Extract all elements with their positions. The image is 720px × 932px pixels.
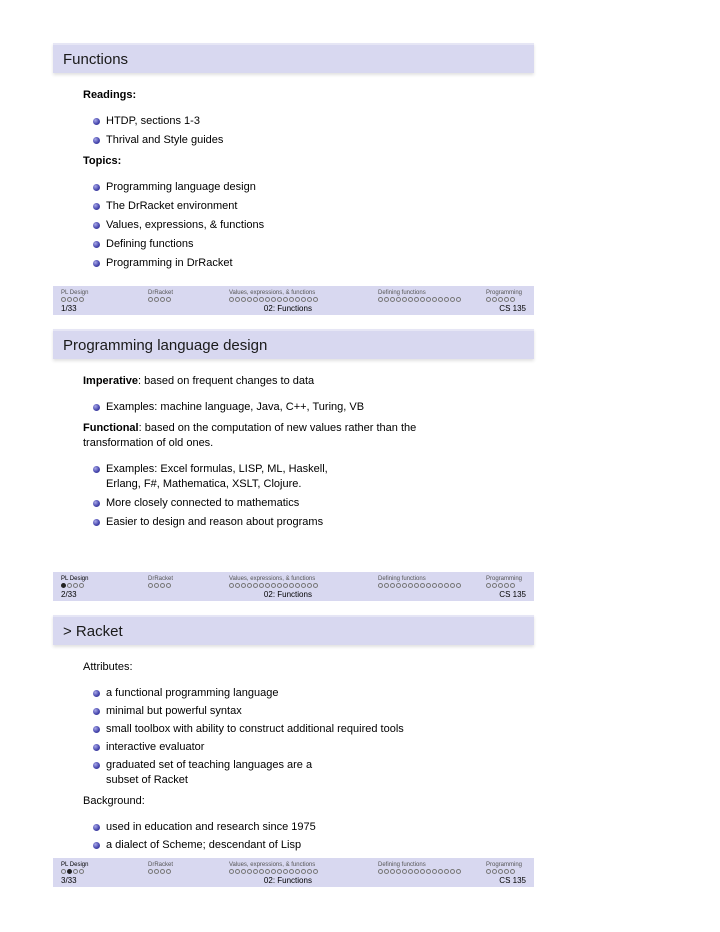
- nav-dots: [486, 583, 522, 588]
- nav-section[interactable]: [486, 862, 522, 874]
- nav-section[interactable]: [61, 862, 88, 874]
- list-item: Examples: Excel formulas, LISP, ML, Haskell, Erlang, F#, Mathematica, XSLT, Clojure.: [93, 462, 351, 492]
- nav-dot-icon[interactable]: [438, 297, 443, 302]
- nav-dot-icon[interactable]: [235, 297, 240, 302]
- nav-section[interactable]: [486, 576, 522, 588]
- nav-dots: [61, 869, 88, 874]
- nav-dot-icon[interactable]: [79, 583, 84, 588]
- nav-dot-icon[interactable]: [408, 869, 413, 874]
- slide-2: [53, 329, 534, 599]
- nav-dot-icon[interactable]: [498, 869, 503, 874]
- nav-dot-icon[interactable]: [420, 297, 425, 302]
- nav-dot-icon[interactable]: [301, 583, 306, 588]
- nav-dot-icon[interactable]: [67, 583, 72, 588]
- nav-dot-icon[interactable]: [235, 583, 240, 588]
- nav-dot-icon[interactable]: [79, 297, 84, 302]
- nav-dot-icon[interactable]: [492, 583, 497, 588]
- nav-dot-icon[interactable]: [390, 297, 395, 302]
- nav-dot-icon[interactable]: [241, 583, 246, 588]
- bullet-icon: [93, 726, 100, 733]
- nav-dot-icon[interactable]: [148, 583, 153, 588]
- nav-dot-icon[interactable]: [498, 297, 503, 302]
- nav-section-label[interactable]: PL Design: [61, 290, 89, 296]
- nav-section-label[interactable]: Values, expressions, & functions: [229, 862, 316, 868]
- nav-dot-icon[interactable]: [289, 297, 294, 302]
- nav-dot-icon[interactable]: [295, 583, 300, 588]
- nav-dot-icon[interactable]: [432, 297, 437, 302]
- nav-dot-icon[interactable]: [402, 297, 407, 302]
- nav-dot-icon[interactable]: [456, 583, 461, 588]
- bullet-icon: [93, 404, 100, 411]
- course-label: CS 135: [499, 590, 526, 599]
- nav-dot-icon[interactable]: [426, 583, 431, 588]
- nav-section[interactable]: [61, 576, 88, 588]
- bullet-icon: [93, 466, 100, 473]
- slide-body: [53, 359, 534, 530]
- nav-dot-icon[interactable]: [390, 869, 395, 874]
- list-item: The DrRacket environment: [93, 199, 534, 214]
- nav-dot-icon[interactable]: [253, 869, 258, 874]
- nav-section-label[interactable]: PL Design: [61, 576, 89, 582]
- nav-dots: [378, 297, 461, 302]
- page-number: 2/33: [61, 590, 77, 599]
- nav-dot-icon[interactable]: [301, 297, 306, 302]
- nav-dot-icon[interactable]: [486, 869, 491, 874]
- nav-dot-icon[interactable]: [277, 583, 282, 588]
- footer-title: 02: Functions: [263, 590, 312, 599]
- list-item: Programming in DrRacket: [93, 256, 534, 271]
- nav-dot-icon[interactable]: [253, 583, 258, 588]
- nav-dots: [229, 297, 318, 302]
- nav-section[interactable]: [378, 862, 461, 874]
- list-item: Programming language design: [93, 180, 534, 195]
- list-item: Thrival and Style guides: [93, 133, 534, 148]
- nav-section[interactable]: [229, 862, 318, 874]
- nav-dot-icon[interactable]: [402, 583, 407, 588]
- slide-footer: [53, 858, 534, 887]
- nav-dot-icon[interactable]: [396, 583, 401, 588]
- nav-dot-icon[interactable]: [283, 869, 288, 874]
- nav-dot-icon[interactable]: [384, 583, 389, 588]
- course-label: CS 135: [499, 876, 526, 885]
- nav-dot-icon[interactable]: [247, 583, 252, 588]
- nav-dot-icon[interactable]: [313, 583, 318, 588]
- nav-dot-icon[interactable]: [283, 583, 288, 588]
- nav-dot-icon[interactable]: [450, 297, 455, 302]
- nav-dot-icon[interactable]: [259, 297, 264, 302]
- nav-dot-icon[interactable]: [289, 583, 294, 588]
- nav-section[interactable]: [229, 576, 318, 588]
- bullet-icon: [93, 118, 100, 125]
- bullet-icon: [93, 519, 100, 526]
- nav-dots: [486, 869, 522, 874]
- nav-dot-icon[interactable]: [148, 297, 153, 302]
- nav-dot-icon[interactable]: [504, 583, 509, 588]
- nav-dot-icon[interactable]: [229, 583, 234, 588]
- nav-dot-icon[interactable]: [160, 297, 165, 302]
- nav-dots: [486, 297, 522, 302]
- nav-section-label[interactable]: Values, expressions, & functions: [229, 576, 316, 582]
- nav-dot-icon[interactable]: [384, 297, 389, 302]
- bullet-icon: [93, 762, 100, 769]
- bullet-icon: [93, 184, 100, 191]
- bullet-icon: [93, 241, 100, 248]
- nav-dot-icon[interactable]: [154, 583, 159, 588]
- nav-dot-icon[interactable]: [444, 297, 449, 302]
- nav-dot-icon[interactable]: [307, 583, 312, 588]
- slide-3: [53, 615, 534, 885]
- nav-dot-icon[interactable]: [73, 869, 78, 874]
- nav-dot-icon[interactable]: [390, 583, 395, 588]
- nav-dot-icon[interactable]: [510, 297, 515, 302]
- list-item: a functional programming language: [93, 686, 534, 701]
- nav-dot-icon[interactable]: [235, 869, 240, 874]
- nav-dot-icon[interactable]: [289, 869, 294, 874]
- nav-section[interactable]: [378, 290, 461, 302]
- nav-dot-icon[interactable]: [61, 297, 66, 302]
- nav-dot-icon[interactable]: [229, 297, 234, 302]
- nav-dot-icon[interactable]: [504, 869, 509, 874]
- bullet-icon: [93, 222, 100, 229]
- nav-dot-icon[interactable]: [61, 869, 66, 874]
- paragraph: Functional: based on the computation of new values rather than the transformation of old ones.: [83, 422, 417, 449]
- nav-dot-icon[interactable]: [247, 869, 252, 874]
- nav-dot-icon[interactable]: [510, 869, 515, 874]
- nav-dots: [61, 583, 88, 588]
- nav-section-label[interactable]: DrRacket: [148, 862, 174, 868]
- nav-dot-icon[interactable]: [73, 583, 78, 588]
- nav-dot-icon[interactable]: [420, 583, 425, 588]
- bullet-list: [83, 180, 534, 271]
- nav-dot-icon[interactable]: [307, 869, 312, 874]
- list-item: a dialect of Scheme; descendant of Lisp: [93, 838, 534, 853]
- nav-dot-icon[interactable]: [456, 869, 461, 874]
- slide-title: > Racket: [53, 615, 534, 645]
- nav-section-label[interactable]: Programming: [486, 576, 523, 582]
- nav-dot-icon[interactable]: [378, 297, 383, 302]
- nav-dot-icon[interactable]: [408, 583, 413, 588]
- bullet-icon: [93, 500, 100, 507]
- nav-dot-icon[interactable]: [271, 869, 276, 874]
- list-item: HTDP, sections 1-3: [93, 114, 534, 129]
- slide-body: [53, 645, 534, 853]
- nav-dot-icon[interactable]: [67, 869, 72, 874]
- nav-dot-icon[interactable]: [420, 869, 425, 874]
- nav-dot-icon[interactable]: [313, 869, 318, 874]
- nav-dot-icon[interactable]: [444, 583, 449, 588]
- nav-dot-icon[interactable]: [432, 869, 437, 874]
- nav-dot-icon[interactable]: [277, 297, 282, 302]
- nav-dot-icon[interactable]: [67, 297, 72, 302]
- bullet-icon: [93, 824, 100, 831]
- nav-dot-icon[interactable]: [160, 869, 165, 874]
- nav-section[interactable]: [378, 576, 461, 588]
- paragraph: Imperative: based on frequent changes to data: [83, 375, 315, 387]
- nav-dot-icon[interactable]: [166, 297, 171, 302]
- nav-dot-icon[interactable]: [301, 869, 306, 874]
- nav-dot-icon[interactable]: [166, 869, 171, 874]
- bullet-list: [83, 462, 534, 530]
- nav-dots: [61, 297, 88, 302]
- nav-dots: [148, 869, 173, 874]
- nav-dot-icon[interactable]: [295, 297, 300, 302]
- nav-dot-icon[interactable]: [450, 869, 455, 874]
- paragraph: Background:: [83, 795, 145, 807]
- paragraph: Attributes:: [83, 661, 133, 673]
- nav-dot-icon[interactable]: [307, 297, 312, 302]
- list-item: More closely connected to mathematics: [93, 496, 534, 511]
- nav-section-label[interactable]: Values, expressions, & functions: [229, 290, 316, 296]
- nav-dot-icon[interactable]: [486, 297, 491, 302]
- bullet-list: [83, 114, 534, 148]
- nav-dot-icon[interactable]: [265, 583, 270, 588]
- nav-section-label[interactable]: DrRacket: [148, 576, 174, 582]
- nav-section[interactable]: [486, 290, 522, 302]
- nav-dot-icon[interactable]: [277, 869, 282, 874]
- section-heading: Topics:: [83, 155, 122, 167]
- nav-dot-icon[interactable]: [408, 297, 413, 302]
- nav-dot-icon[interactable]: [166, 583, 171, 588]
- course-label: CS 135: [499, 304, 526, 313]
- footer-title: 02: Functions: [263, 304, 312, 313]
- bullet-icon: [93, 744, 100, 751]
- nav-dot-icon[interactable]: [378, 869, 383, 874]
- nav-dot-icon[interactable]: [259, 583, 264, 588]
- nav-dot-icon[interactable]: [444, 869, 449, 874]
- list-item: Examples: machine language, Java, C++, Turing, VB: [93, 400, 534, 415]
- nav-section-label[interactable]: Defining functions: [378, 862, 426, 868]
- nav-section-label[interactable]: PL Design: [61, 862, 89, 868]
- list-item: graduated set of teaching languages are a subset of Racket: [93, 758, 336, 788]
- bullet-icon: [93, 690, 100, 697]
- nav-dot-icon[interactable]: [271, 583, 276, 588]
- nav-dot-icon[interactable]: [313, 297, 318, 302]
- nav-dot-icon[interactable]: [396, 869, 401, 874]
- slide-title: Programming language design: [53, 329, 534, 359]
- section-heading: Readings:: [83, 89, 137, 101]
- bullet-list: [83, 400, 534, 415]
- nav-section-label[interactable]: Defining functions: [378, 290, 426, 296]
- slide-footer: [53, 572, 534, 601]
- nav-section[interactable]: [148, 862, 173, 874]
- nav-dot-icon[interactable]: [154, 297, 159, 302]
- nav-dot-icon[interactable]: [61, 583, 66, 588]
- nav-dots: [378, 583, 461, 588]
- nav-section[interactable]: [148, 290, 173, 302]
- nav-dot-icon[interactable]: [253, 297, 258, 302]
- nav-dot-icon[interactable]: [148, 869, 153, 874]
- nav-dot-icon[interactable]: [414, 869, 419, 874]
- nav-dot-icon[interactable]: [498, 583, 503, 588]
- list-item: minimal but powerful syntax: [93, 704, 534, 719]
- bullet-icon: [93, 137, 100, 144]
- nav-dot-icon[interactable]: [438, 583, 443, 588]
- nav-dot-icon[interactable]: [510, 583, 515, 588]
- nav-dot-icon[interactable]: [414, 583, 419, 588]
- slide-title: Functions: [53, 43, 534, 73]
- bullet-icon: [93, 708, 100, 715]
- nav-section-label[interactable]: Defining functions: [378, 576, 426, 582]
- list-item: used in education and research since 1975: [93, 820, 534, 835]
- list-item: small toolbox with ability to construct additional required tools: [93, 722, 534, 737]
- bullet-icon: [93, 203, 100, 210]
- nav-dots: [229, 583, 318, 588]
- bullet-icon: [93, 842, 100, 849]
- list-item: Defining functions: [93, 237, 534, 252]
- nav-dot-icon[interactable]: [265, 297, 270, 302]
- nav-section[interactable]: [229, 290, 318, 302]
- nav-dot-icon[interactable]: [241, 297, 246, 302]
- list-item: Values, expressions, & functions: [93, 218, 534, 233]
- nav-section[interactable]: [148, 576, 173, 588]
- nav-dot-icon[interactable]: [486, 583, 491, 588]
- nav-dot-icon[interactable]: [438, 869, 443, 874]
- nav-dot-icon[interactable]: [426, 297, 431, 302]
- nav-dot-icon[interactable]: [450, 583, 455, 588]
- nav-dot-icon[interactable]: [384, 869, 389, 874]
- nav-section-label[interactable]: DrRacket: [148, 290, 174, 296]
- footer-title: 02: Functions: [263, 876, 312, 885]
- nav-dot-icon[interactable]: [229, 869, 234, 874]
- nav-dot-icon[interactable]: [247, 297, 252, 302]
- nav-dot-icon[interactable]: [396, 297, 401, 302]
- nav-dot-icon[interactable]: [73, 297, 78, 302]
- nav-section-label[interactable]: Programming: [486, 290, 523, 296]
- bullet-list: [83, 820, 534, 853]
- page-number: 1/33: [61, 304, 77, 313]
- slide-footer: [53, 286, 534, 315]
- nav-dot-icon[interactable]: [79, 869, 84, 874]
- nav-dot-icon[interactable]: [160, 583, 165, 588]
- slide-body: [53, 73, 534, 271]
- nav-dot-icon[interactable]: [426, 869, 431, 874]
- nav-dot-icon[interactable]: [154, 869, 159, 874]
- nav-dot-icon[interactable]: [492, 869, 497, 874]
- nav-dot-icon[interactable]: [402, 869, 407, 874]
- nav-section[interactable]: [61, 290, 88, 302]
- bullet-icon: [93, 260, 100, 267]
- bullet-list: [83, 686, 534, 788]
- nav-dot-icon[interactable]: [504, 297, 509, 302]
- nav-dots: [148, 297, 173, 302]
- nav-dot-icon[interactable]: [414, 297, 419, 302]
- nav-dot-icon[interactable]: [432, 583, 437, 588]
- page-number: 3/33: [61, 876, 77, 885]
- nav-dot-icon[interactable]: [241, 869, 246, 874]
- list-item: Easier to design and reason about programs: [93, 515, 534, 530]
- nav-dot-icon[interactable]: [295, 869, 300, 874]
- nav-dots: [148, 583, 173, 588]
- nav-dots: [378, 869, 461, 874]
- list-item: interactive evaluator: [93, 740, 534, 755]
- nav-dots: [229, 869, 318, 874]
- nav-section-label[interactable]: Programming: [486, 862, 523, 868]
- nav-dot-icon[interactable]: [259, 869, 264, 874]
- nav-dot-icon[interactable]: [378, 583, 383, 588]
- nav-dot-icon[interactable]: [265, 869, 270, 874]
- slide-1: [53, 43, 534, 313]
- nav-dot-icon[interactable]: [492, 297, 497, 302]
- nav-dot-icon[interactable]: [271, 297, 276, 302]
- nav-dot-icon[interactable]: [283, 297, 288, 302]
- nav-dot-icon[interactable]: [456, 297, 461, 302]
